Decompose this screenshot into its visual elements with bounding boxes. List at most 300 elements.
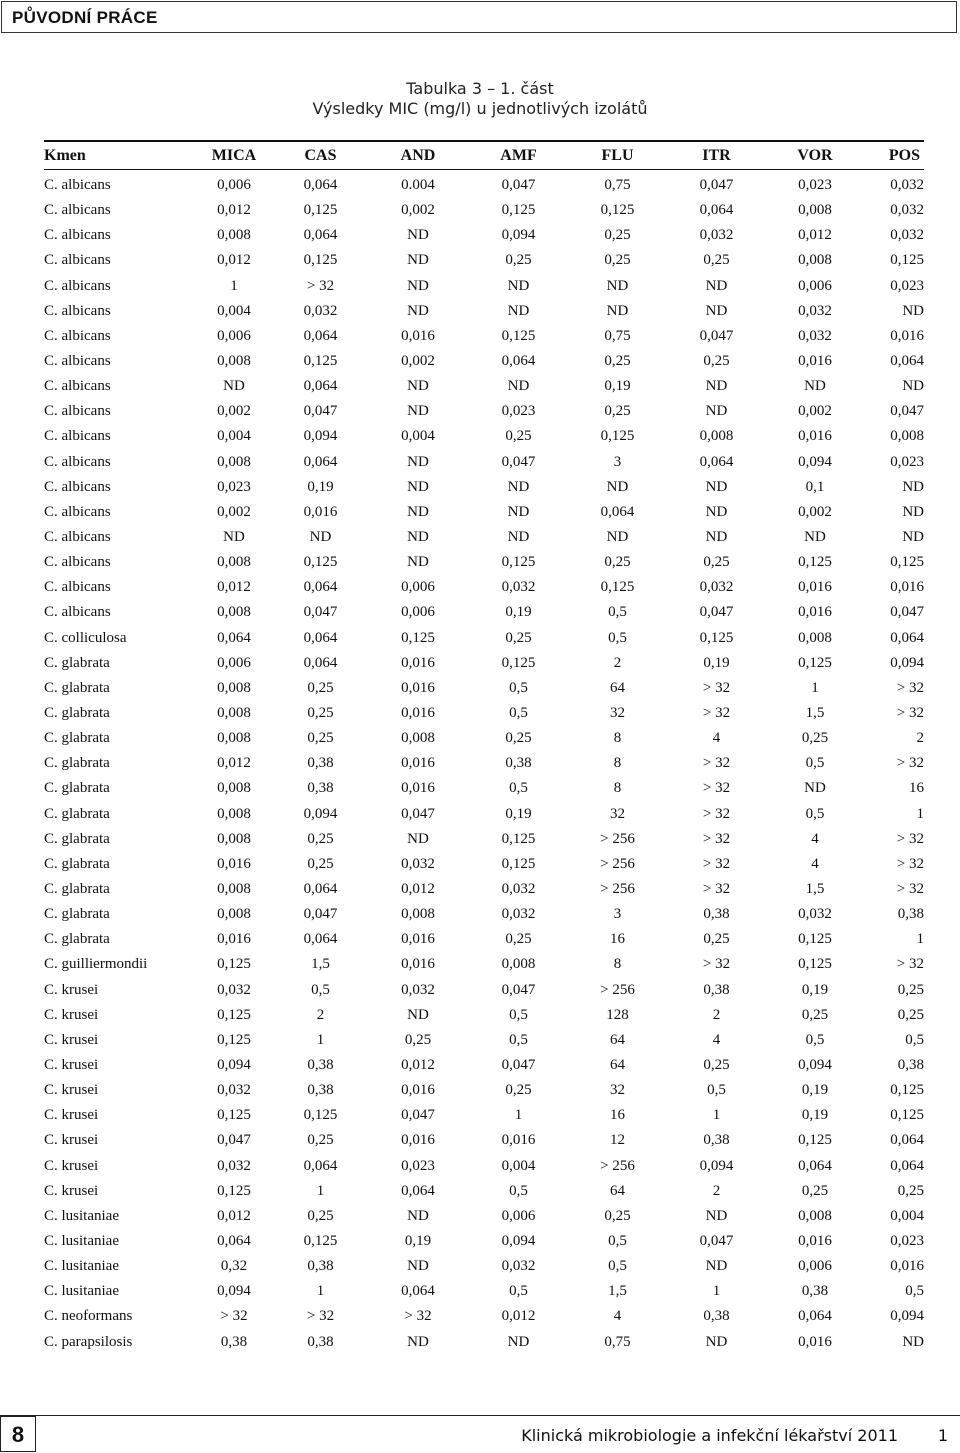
mic-value-cell: > 256 bbox=[600, 981, 635, 998]
strain-cell: C. glabrata bbox=[44, 679, 110, 696]
mic-value-cell: 0,002 bbox=[217, 403, 251, 420]
mic-value-cell: 0,1 bbox=[805, 478, 825, 495]
mic-value-cell: 0,5 bbox=[805, 805, 825, 822]
mic-value-cell: 32 bbox=[610, 805, 625, 822]
mic-value-cell: ND bbox=[606, 302, 629, 319]
mic-value-cell: 0,023 bbox=[798, 177, 832, 194]
mic-value-cell: 0,5 bbox=[509, 780, 528, 797]
mic-value-cell: 0,047 bbox=[303, 403, 338, 420]
mic-value-cell: 0,002 bbox=[798, 403, 832, 420]
mic-value-cell: 0,047 bbox=[303, 906, 338, 923]
mic-value-cell: 0,38 bbox=[307, 755, 334, 772]
strain-cell: C. albicans bbox=[44, 403, 111, 420]
strain-cell: C. albicans bbox=[44, 327, 111, 344]
mic-value-cell: 0,004 bbox=[217, 428, 251, 445]
table-caption-subtitle: Výsledky MIC (mg/l) u jednotlivých izolátů bbox=[312, 99, 648, 118]
mic-value-cell: 64 bbox=[610, 1056, 625, 1073]
mic-value-cell: 0,5 bbox=[805, 1031, 825, 1048]
mic-value-cell: 0,064 bbox=[303, 453, 338, 470]
mic-value-cell: 0,006 bbox=[798, 1258, 832, 1275]
mic-value-cell: 0,006 bbox=[217, 177, 251, 194]
table-row bbox=[44, 324, 924, 349]
mic-value-cell: 0,38 bbox=[897, 906, 924, 923]
mic-value-cell: > 32 bbox=[306, 277, 335, 294]
mic-value-cell: 0,032 bbox=[217, 981, 251, 998]
mic-value-cell: 1 bbox=[230, 277, 238, 294]
mic-value-cell: 0,047 bbox=[501, 981, 536, 998]
mic-value-cell: 0,006 bbox=[501, 1207, 536, 1224]
mic-value-cell: 0,19 bbox=[604, 378, 631, 395]
mic-value-cell: ND bbox=[804, 780, 826, 797]
mic-value-cell: 2 bbox=[613, 654, 622, 671]
mic-value-cell: 0,008 bbox=[217, 453, 251, 470]
mic-value-cell: 8 bbox=[613, 956, 622, 973]
column-header: CAS bbox=[304, 146, 337, 164]
strain-cell: C. albicans bbox=[44, 478, 111, 495]
mic-value-cell: ND bbox=[705, 1207, 728, 1224]
table-row bbox=[44, 1304, 924, 1329]
mic-value-cell: 0,5 bbox=[608, 604, 627, 621]
mic-value-cell: 0,008 bbox=[401, 730, 435, 747]
mic-value-cell: 1,5 bbox=[608, 1283, 627, 1300]
strain-cell: C. krusei bbox=[44, 1107, 99, 1124]
strain-cell: C. glabrata bbox=[44, 881, 110, 897]
mic-value-cell: 0,064 bbox=[303, 1157, 338, 1174]
mic-value-cell: 0,064 bbox=[890, 1157, 924, 1174]
mic-value-cell: 0,19 bbox=[505, 604, 532, 621]
mic-value-cell: 32 bbox=[610, 705, 625, 722]
mic-value-cell: 0,064 bbox=[401, 1283, 435, 1300]
mic-value-cell: 0,25 bbox=[703, 252, 730, 269]
table-row bbox=[44, 374, 924, 399]
table-row bbox=[44, 575, 924, 600]
mic-value-cell: ND bbox=[507, 503, 530, 520]
mic-value-cell: 0,016 bbox=[890, 327, 924, 344]
mic-value-cell: 0,25 bbox=[604, 227, 631, 244]
mic-value-cell: 0,032 bbox=[401, 981, 435, 998]
strain-cell: C. krusei bbox=[44, 1132, 99, 1149]
mic-value-cell: 0,125 bbox=[600, 428, 635, 445]
mic-value-cell: 0,38 bbox=[897, 1056, 924, 1073]
mic-value-cell: 0,38 bbox=[703, 1132, 730, 1149]
mic-value-cell: 0,19 bbox=[703, 654, 730, 671]
mic-value-cell: 2 bbox=[916, 730, 924, 747]
mic-value-cell: 0,016 bbox=[798, 604, 832, 621]
mic-value-cell: ND bbox=[606, 277, 629, 294]
mic-value-cell: 0,125 bbox=[600, 579, 635, 596]
mic-value-cell: 0,25 bbox=[604, 1207, 631, 1224]
mic-value-cell: 128 bbox=[606, 1006, 629, 1023]
mic-value-cell: 0,016 bbox=[798, 1232, 832, 1249]
mic-value-cell: 0,012 bbox=[217, 1207, 251, 1224]
table-row bbox=[44, 626, 924, 651]
mic-value-cell: ND bbox=[902, 302, 924, 319]
strain-cell: C. albicans bbox=[44, 579, 111, 596]
mic-value-cell: ND bbox=[407, 1258, 429, 1275]
mic-value-cell: 0,047 bbox=[501, 177, 536, 194]
table-row bbox=[44, 169, 924, 198]
mic-value-cell: ND bbox=[705, 302, 728, 319]
mic-value-cell: 0,064 bbox=[303, 177, 338, 194]
strain-cell: C. lusitaniae bbox=[44, 1258, 119, 1275]
mic-value-cell: ND bbox=[705, 503, 728, 520]
mic-value-cell: 0,064 bbox=[303, 579, 338, 596]
mic-value-cell: 0,012 bbox=[217, 579, 251, 596]
mic-value-cell: ND bbox=[507, 1333, 530, 1350]
table-row bbox=[44, 274, 924, 299]
mic-value-cell: 0,006 bbox=[217, 654, 251, 671]
mic-value-cell: 0,032 bbox=[217, 1082, 251, 1099]
mic-value-cell: 0,19 bbox=[404, 1232, 432, 1249]
mic-value-cell: > 32 bbox=[896, 830, 924, 847]
strain-cell: C. colliculosa bbox=[44, 629, 127, 646]
table-row bbox=[44, 600, 924, 625]
mic-value-cell: 0,006 bbox=[798, 277, 832, 294]
mic-value-cell: 0,25 bbox=[307, 830, 334, 847]
table-row bbox=[44, 978, 924, 1003]
mic-value-cell: 2 bbox=[712, 1006, 721, 1023]
mic-value-cell: > 32 bbox=[702, 780, 731, 797]
mic-value-cell: 0,047 bbox=[303, 604, 338, 621]
strain-cell: C. glabrata bbox=[44, 705, 110, 722]
mic-value-cell: 0,006 bbox=[401, 579, 435, 596]
mic-value-cell: 0,008 bbox=[217, 227, 251, 244]
mic-value-cell: 0,38 bbox=[307, 1056, 334, 1073]
mic-value-cell: ND bbox=[804, 529, 826, 546]
mic-value-cell: 0,016 bbox=[401, 780, 435, 797]
mic-value-cell: 0,008 bbox=[217, 730, 251, 747]
mic-value-cell: 0,125 bbox=[303, 1232, 338, 1249]
mic-value-cell: 0,38 bbox=[505, 755, 532, 772]
strain-cell: C. glabrata bbox=[44, 730, 110, 747]
strain-cell: C. albicans bbox=[44, 302, 111, 319]
mic-value-cell: 16 bbox=[610, 1107, 625, 1124]
table-row bbox=[44, 726, 924, 751]
mic-value-cell: 0,047 bbox=[699, 1232, 734, 1249]
mic-value-cell: 0,5 bbox=[509, 1031, 528, 1048]
mic-value-cell: ND bbox=[223, 378, 245, 395]
table-row bbox=[44, 902, 924, 927]
mic-value-cell: > 32 bbox=[896, 855, 924, 872]
mic-value-cell: 0,012 bbox=[401, 881, 435, 897]
table-row bbox=[44, 1128, 924, 1153]
mic-value-cell: 0,38 bbox=[307, 1082, 334, 1099]
mic-value-cell: ND bbox=[705, 529, 728, 546]
mic-value-cell: 0,25 bbox=[604, 554, 631, 571]
mic-value-cell: 64 bbox=[610, 1031, 625, 1048]
mic-value-cell: 0,008 bbox=[217, 780, 251, 797]
strain-cell: C. albicans bbox=[44, 529, 111, 546]
mic-value-cell: 0,125 bbox=[798, 554, 832, 571]
mic-value-cell: 0,012 bbox=[401, 1056, 435, 1073]
mic-value-cell: 2 bbox=[316, 1006, 325, 1023]
mic-value-cell: ND bbox=[705, 1258, 728, 1275]
mic-value-cell: 0,125 bbox=[890, 1107, 924, 1124]
table-row bbox=[44, 1204, 924, 1229]
mic-value-cell: 1 bbox=[811, 679, 819, 696]
table-row bbox=[44, 399, 924, 424]
mic-value-cell: 0.004 bbox=[401, 177, 435, 194]
mic-value-cell: 0,047 bbox=[699, 177, 734, 194]
mic-value-cell: 0,047 bbox=[890, 403, 924, 420]
mic-value-cell: 0,5 bbox=[509, 679, 528, 696]
mic-value-cell: > 32 bbox=[702, 679, 731, 696]
mic-value-cell: ND bbox=[309, 529, 332, 546]
strain-cell: C. krusei bbox=[44, 1182, 99, 1199]
table-row bbox=[44, 651, 924, 676]
mic-value-cell: 64 bbox=[610, 1182, 625, 1199]
strain-cell: C. krusei bbox=[44, 1006, 99, 1023]
mic-value-cell: 0,38 bbox=[307, 780, 334, 797]
strain-cell: C. glabrata bbox=[44, 805, 110, 822]
mic-value-cell: 0,094 bbox=[501, 227, 536, 244]
mic-value-cell: 0,008 bbox=[501, 956, 536, 973]
mic-value-cell: 0,094 bbox=[501, 1232, 536, 1249]
mic-value-cell: 0,125 bbox=[303, 252, 338, 269]
column-header: VOR bbox=[797, 146, 833, 164]
mic-value-cell: 4 bbox=[613, 1308, 622, 1325]
mic-value-cell: 0,25 bbox=[801, 1182, 829, 1199]
table-body bbox=[44, 169, 924, 1355]
mic-value-cell: 0,023 bbox=[890, 277, 924, 294]
table-row bbox=[44, 1153, 924, 1178]
strain-cell: C. albicans bbox=[44, 604, 111, 621]
strain-cell: C. albicans bbox=[44, 277, 111, 294]
mic-value-cell: > 32 bbox=[220, 1308, 248, 1325]
mic-value-cell: 3 bbox=[613, 906, 622, 923]
mic-value-cell: 0,016 bbox=[798, 579, 832, 596]
mic-value-cell: ND bbox=[407, 554, 429, 571]
mic-value-cell: 0,25 bbox=[703, 353, 730, 370]
mic-value-cell: 0,064 bbox=[303, 629, 338, 646]
mic-value-cell: 1 bbox=[316, 1031, 325, 1048]
mic-value-cell: 0,125 bbox=[890, 1082, 924, 1099]
mic-value-cell: ND bbox=[507, 478, 530, 495]
strain-cell: C. albicans bbox=[44, 453, 111, 470]
mic-value-cell: 0,5 bbox=[608, 1232, 627, 1249]
mic-value-cell: ND bbox=[407, 1333, 429, 1350]
strain-cell: C. krusei bbox=[44, 981, 99, 998]
mic-value-cell: 0,032 bbox=[890, 177, 924, 194]
mic-value-cell: 0,012 bbox=[217, 202, 251, 219]
mic-value-cell: 0,002 bbox=[401, 202, 435, 219]
mic-value-cell: 0,125 bbox=[890, 252, 924, 269]
mic-value-cell: 0,016 bbox=[401, 755, 435, 772]
table-row bbox=[44, 852, 924, 877]
mic-value-cell: 0,125 bbox=[217, 1107, 251, 1124]
mic-value-cell: 0,125 bbox=[217, 1031, 251, 1048]
strain-cell: C. albicans bbox=[44, 202, 111, 219]
mic-value-cell: 0,38 bbox=[801, 1283, 829, 1300]
mic-value-cell: 0,125 bbox=[501, 554, 536, 571]
mic-value-cell: 0,008 bbox=[798, 629, 832, 646]
mic-value-cell: 0,008 bbox=[699, 428, 734, 445]
mic-value-cell: 0,016 bbox=[217, 931, 251, 948]
table-row bbox=[44, 1053, 924, 1078]
mic-value-cell: 0,5 bbox=[608, 1258, 627, 1275]
mic-value-cell: 0,38 bbox=[220, 1333, 248, 1350]
mic-value-cell: 0,25 bbox=[307, 855, 334, 872]
mic-value-cell: ND bbox=[902, 503, 924, 520]
mic-value-cell: 0,75 bbox=[604, 1333, 631, 1350]
mic-value-cell: ND bbox=[507, 277, 530, 294]
mic-value-cell: > 32 bbox=[896, 956, 924, 973]
strain-cell: C. neoformans bbox=[44, 1308, 133, 1325]
table-row bbox=[44, 198, 924, 223]
mic-value-cell: ND bbox=[507, 378, 530, 395]
strain-cell: C. albicans bbox=[44, 353, 111, 370]
mic-value-cell: 0,032 bbox=[217, 1157, 251, 1174]
mic-value-cell: 0,023 bbox=[217, 478, 251, 495]
mic-value-cell: 0,094 bbox=[798, 453, 832, 470]
column-header: MICA bbox=[211, 146, 257, 164]
mic-value-cell: 0,5 bbox=[707, 1082, 726, 1099]
mic-value-cell: 0,25 bbox=[703, 931, 730, 948]
mic-value-cell: 0,125 bbox=[501, 202, 536, 219]
mic-value-cell: > 32 bbox=[702, 830, 731, 847]
strain-cell: C. albicans bbox=[44, 378, 111, 395]
mic-value-cell: 0,064 bbox=[303, 931, 338, 948]
mic-value-cell: 0,064 bbox=[798, 1308, 832, 1325]
strain-cell: C. albicans bbox=[44, 252, 111, 269]
strain-cell: C. glabrata bbox=[44, 830, 110, 847]
mic-value-cell: > 32 bbox=[702, 755, 731, 772]
mic-value-cell: > 32 bbox=[306, 1308, 335, 1325]
mic-value-cell: 0,094 bbox=[798, 1056, 832, 1073]
mic-value-cell: 0,5 bbox=[509, 1006, 528, 1023]
mic-value-cell: 0,016 bbox=[303, 503, 338, 520]
mic-value-cell: ND bbox=[407, 1006, 429, 1023]
mic-value-cell: 0,016 bbox=[798, 353, 832, 370]
mic-value-cell: ND bbox=[407, 227, 429, 244]
strain-cell: C. glabrata bbox=[44, 906, 110, 923]
mic-value-cell: 0,125 bbox=[303, 202, 338, 219]
mic-value-cell: ND bbox=[902, 478, 924, 495]
table-row bbox=[44, 751, 924, 776]
mic-value-cell: 0,25 bbox=[505, 931, 532, 948]
mic-value-cell: 0,25 bbox=[604, 353, 631, 370]
mic-value-cell: ND bbox=[606, 478, 629, 495]
table-row bbox=[44, 248, 924, 273]
mic-value-cell: 0,125 bbox=[217, 1182, 251, 1199]
mic-value-cell: ND bbox=[705, 378, 728, 395]
mic-value-cell: ND bbox=[507, 302, 530, 319]
table-row bbox=[44, 1003, 924, 1028]
mic-value-cell: ND bbox=[705, 1333, 728, 1350]
mic-value-cell: 0,008 bbox=[217, 604, 251, 621]
column-header: Kmen bbox=[44, 146, 86, 164]
mic-value-cell: ND bbox=[407, 378, 429, 395]
table-row bbox=[44, 450, 924, 475]
mic-value-cell: 0,094 bbox=[890, 654, 924, 671]
mic-value-cell: > 32 bbox=[702, 956, 731, 973]
mic-value-cell: 0,19 bbox=[801, 1082, 829, 1099]
mic-value-cell: 1 bbox=[316, 1182, 325, 1199]
mic-value-cell: 4 bbox=[811, 855, 819, 872]
mic-value-cell: 0,023 bbox=[890, 453, 924, 470]
mic-value-cell: 0,5 bbox=[311, 981, 330, 998]
mic-value-cell: ND bbox=[407, 503, 429, 520]
mic-value-cell: 8 bbox=[613, 780, 622, 797]
mic-value-cell: > 32 bbox=[702, 705, 731, 722]
mic-value-cell: ND bbox=[705, 277, 728, 294]
mic-value-cell: 0,19 bbox=[307, 478, 334, 495]
mic-value-cell: 0,008 bbox=[798, 1207, 832, 1224]
mic-value-cell: 0,125 bbox=[217, 1006, 251, 1023]
mic-value-cell: 0,032 bbox=[401, 855, 435, 872]
table-row bbox=[44, 1103, 924, 1128]
table-row bbox=[44, 475, 924, 500]
mic-value-cell: 0,5 bbox=[509, 705, 528, 722]
mic-value-cell: 1 bbox=[916, 805, 924, 822]
mic-value-cell: ND bbox=[407, 302, 429, 319]
mic-value-cell: 0,125 bbox=[798, 956, 832, 973]
mic-value-cell: 0,5 bbox=[509, 1283, 528, 1300]
mic-value-cell: 0,064 bbox=[303, 378, 338, 395]
table-row bbox=[44, 827, 924, 852]
mic-value-cell: 0,016 bbox=[401, 705, 435, 722]
mic-value-cell: 0,25 bbox=[604, 403, 631, 420]
mic-value-cell: > 256 bbox=[600, 855, 635, 872]
strain-cell: C. guilliermondii bbox=[44, 956, 148, 973]
mic-value-cell: 0,016 bbox=[401, 956, 435, 973]
mic-value-cell: 0,064 bbox=[303, 327, 338, 344]
mic-value-cell: 2 bbox=[712, 1182, 721, 1199]
mic-value-cell: 1 bbox=[316, 1283, 325, 1300]
mic-value-cell: 8 bbox=[613, 730, 622, 747]
mic-value-cell: 0,008 bbox=[890, 428, 924, 445]
mic-value-cell: 0,125 bbox=[217, 956, 251, 973]
mic-value-cell: 3 bbox=[613, 453, 622, 470]
strain-cell: C. lusitaniae bbox=[44, 1283, 119, 1300]
strain-cell: C. glabrata bbox=[44, 654, 110, 671]
mic-value-cell: 0,064 bbox=[600, 503, 635, 520]
mic-value-cell: 0,094 bbox=[217, 1056, 251, 1073]
mic-value-cell: 0,032 bbox=[699, 579, 734, 596]
mic-value-cell: 1 bbox=[712, 1283, 721, 1300]
mic-value-cell: 0,032 bbox=[699, 227, 734, 244]
mic-value-cell: 0,016 bbox=[401, 654, 435, 671]
mic-value-cell: 0,38 bbox=[703, 1308, 730, 1325]
table-row bbox=[44, 1279, 924, 1304]
mic-value-cell: 0,006 bbox=[401, 604, 435, 621]
table-row bbox=[44, 550, 924, 575]
mic-value-cell: 0,047 bbox=[501, 1056, 536, 1073]
strain-cell: C. krusei bbox=[44, 1082, 99, 1099]
mic-value-cell: 0,25 bbox=[703, 1056, 730, 1073]
mic-value-cell: 0,004 bbox=[890, 1207, 924, 1224]
mic-value-cell: 0,002 bbox=[798, 503, 832, 520]
column-header: FLU bbox=[601, 146, 634, 164]
mic-value-cell: 32 bbox=[610, 1082, 625, 1099]
mic-value-cell: > 32 bbox=[702, 881, 731, 897]
strain-cell: C. parapsilosis bbox=[44, 1333, 133, 1350]
mic-value-cell: 0,032 bbox=[501, 1258, 536, 1275]
table-row bbox=[44, 1254, 924, 1279]
page-number: 8 bbox=[0, 1416, 36, 1452]
mic-value-cell: 0,047 bbox=[401, 805, 435, 822]
mic-value-cell: 0,5 bbox=[509, 1182, 528, 1199]
mic-value-cell: 0,19 bbox=[505, 805, 532, 822]
mic-value-cell: ND bbox=[705, 478, 728, 495]
strain-cell: C. albicans bbox=[44, 428, 111, 445]
mic-value-cell: > 32 bbox=[896, 679, 924, 696]
mic-value-cell: 16 bbox=[610, 931, 625, 948]
mic-value-cell: 0,064 bbox=[699, 453, 734, 470]
mic-value-cell: 0,125 bbox=[600, 202, 635, 219]
strain-cell: C. krusei bbox=[44, 1157, 99, 1174]
issue-number: 1 bbox=[937, 1426, 948, 1445]
